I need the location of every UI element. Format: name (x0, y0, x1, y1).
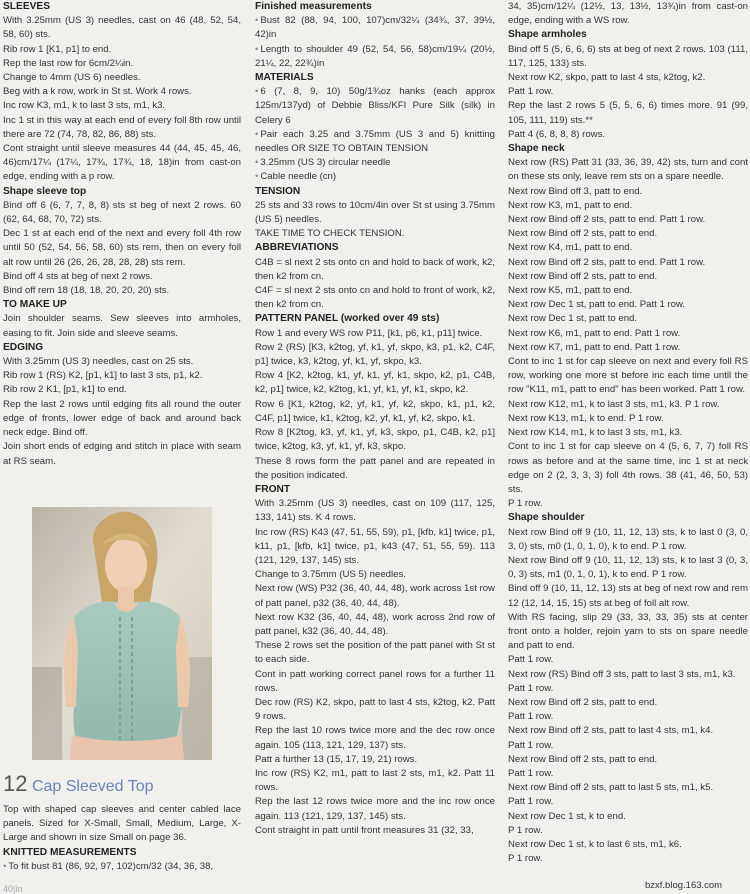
instruction-text: Join short ends of edging and stitch in place with seam at RS seam. (3, 441, 241, 467)
section-heading: TENSION (255, 185, 301, 197)
instruction-text: P 1 row. (508, 498, 543, 510)
instruction-text: Row 1 and every WS row P11, [k1, p6, k1, p11] twice. (255, 327, 483, 339)
instruction-text: 34, 35)cm/12¼ (12½, 13, 13½, 13¾)in from cast-on edge, ending with a WS row. (508, 1, 748, 27)
instruction-text: Patt 1 row. (508, 739, 554, 751)
instruction-text: TAKE TIME TO CHECK TENSION. (255, 228, 405, 240)
instruction-text: Next row K2, skpo, patt to last 4 sts, k2tog, k2. (508, 72, 706, 84)
instruction-text: Row 4 [K2, k2tog, k1, yf, k1, yf, k1, skpo, k2, p1, C4B, k2, p1] twice, k2, k2tog, k1, yf, k1, yf, k1, skpo, k2. (255, 370, 495, 396)
instruction-text: With RS facing, slip 29 (33, 33, 33, 35) sts at center front onto a holder, rejoin yarn to sts on spare needle and patt to end. (508, 611, 748, 652)
instruction-text: Patt 1 row. (508, 711, 554, 723)
model-photo (32, 507, 212, 760)
instruction-text: With 3.25mm (US 3) needles, cast on 109 (117, 125, 133, 141) sts. K 4 rows. (255, 498, 495, 524)
section-heading: Shape armholes (508, 29, 587, 41)
instruction-text: Next row K5, m1, patt to end. (508, 285, 633, 297)
instruction-text: Next row Dec 1 st, k to last 6 sts, m1, k6. (508, 838, 682, 850)
instruction-text: With 3.25mm (US 3) needles, cast on 46 (48, 52, 54, 58, 60) sts. (3, 15, 241, 41)
section-heading: Shape neck (508, 143, 565, 155)
instruction-text: Next row Bind off 2 sts, patt to last 4 sts, m1, k4. (508, 725, 714, 737)
instruction-text: Next row K3, m1, patt to end. (508, 199, 633, 211)
instruction-text: Next row K32 (36, 40, 44, 48), work across 2nd row of patt panel, k32 (36, 40, 44, 48). (255, 611, 495, 637)
column-left (3, 0, 241, 469)
instruction-text: Patt 1 row. (508, 86, 554, 98)
instruction-text: P 1 row. (508, 853, 543, 865)
instruction-text: Dec 1 st at each end of the next and every foll 4th row until 50 (52, 54, 56, 58, 60) sts rem, then on every foll alt row until 26 (26, 26, 28, 28, 28) sts rem. (3, 228, 241, 268)
column-middle (255, 0, 495, 838)
instruction-text: Next row Bind off 2 sts, patt to end. Patt 1 row. (508, 256, 706, 268)
bullet-item: • Length to shoulder 49 (52, 54, 56, 58)cm/19¼ (20½, 21¼, 22, 22¾)in (255, 43, 495, 71)
watermark: bzxf.blog.163.com (645, 880, 723, 891)
page-number: 40|in (3, 884, 23, 894)
instruction-text: Next row Bind off 9 (10, 11, 12, 13) sts, k to last 0 (3, 0, 3, 0) sts, m0 (1, 0, 1, 0), k to end. P 1 row. (508, 526, 748, 552)
instruction-text: These 8 rows form the patt panel and are repeated in the position indicated. (255, 455, 495, 481)
instruction-text: Next row K7, m1, patt to end. Patt 1 row. (508, 341, 681, 353)
instruction-text: 25 sts and 33 rows to 10cm/4in over St st using 3.75mm (US 5) needles. (255, 199, 495, 226)
bullet-item: • Bust 82 (88, 94, 100, 107)cm/32¼ (34¾, 37, 39½, 42)in (255, 14, 495, 42)
instruction-text: Next row Bind off 2 sts, patt to last 5 sts, m1, k5. (508, 782, 714, 794)
instruction-text: Rep the last 2 rows until edging fits all round the outer edge of fronts, lower edge of back and around back neck edge. Bind off. (3, 398, 241, 439)
instruction-text: Cont to inc 1 st for cap sleeve on 4 (5, 6, 7, 7) foll RS rows as before and at the same time, inc 1 st at neck edge on 2 (2, 3, 3, 3) foll 4th rows. 38 (41, 46, 50, 53) sts. (508, 441, 748, 495)
instruction-text: Next row Dec 1 st, patt to end. Patt 1 row. (508, 299, 686, 311)
bullet-item: • To fit bust 81 (86, 92, 97, 102)cm/32 (34, 36, 38, (3, 860, 241, 874)
instruction-text: Next row Bind off 2 sts, patt to end. (508, 228, 658, 240)
section-heading: SLEEVES (3, 1, 50, 12)
instruction-text: Dec row (RS) K2, skpo, patt to last 4 sts, k2tog, k2. Patt 9 rows. (255, 696, 495, 723)
bullet-item: • 6 (7, 8, 9, 10) 50g/1¾oz hanks (each approx 125m/137yd) of Debbie Bliss/KFI Pure Silk (silk) in Celery 6 (255, 85, 495, 128)
instruction-text: Inc 1 st in this way at each end of every foll 8th row until there are 72 (74, 78, 82, 86, 88) sts. (3, 114, 241, 140)
model-photo-illustration (32, 507, 212, 760)
instruction-text: Patt 1 row. (508, 682, 554, 694)
instruction-text: Next row Bind off 2 sts, patt to end. (508, 753, 658, 765)
instruction-text: These 2 rows set the position of the patt panel with St st to each side. (255, 640, 495, 666)
instruction-text: Rib row 1 (RS) K2, [p1, k1] to last 3 sts, p1, k2. (3, 370, 203, 382)
instruction-text: Inc row (RS) K2, m1, patt to last 2 sts, m1, k2. Patt 11 rows. (255, 767, 495, 794)
instruction-text: Next row Bind off 2 sts, patt to end. (508, 270, 658, 282)
instruction-text: Row 8 [K2tog, k3, yf, k1, yf, k3, skpo, p1, C4B, k2, p1] twice, k2tog, k3, yf, k1, yf, k3, skpo. (255, 427, 495, 453)
instruction-text: Row 2 (RS) [K3, k2tog, yf, k1, yf, skpo, k3, p1, k2, C4F, p1] twice, k3, k2tog, yf, k1, yf, skpo, k3. (255, 341, 495, 368)
section-heading: FRONT (255, 483, 291, 495)
section-heading: EDGING (3, 341, 44, 353)
instruction-text: Next row Dec 1 st, patt to end. (508, 313, 638, 325)
instruction-text: Rep the last 2 rows 5 (5, 5, 6, 6) times more. 91 (99, 105, 111, 119) sts.** (508, 100, 748, 126)
instruction-text: Join shoulder seams. Sew sleeves into armholes, easing to fit. Join side and sleeve seams. (3, 313, 241, 339)
section-heading: Shape shoulder (508, 512, 585, 524)
instruction-text: Next row (WS) P32 (36, 40, 44, 48), work across 1st row of patt panel, p32 (36, 40, 44, 48). (255, 583, 495, 609)
section-heading: MATERIALS (255, 72, 314, 84)
instruction-text: Next row Bind off 2 sts, patt to end. (508, 696, 658, 708)
instruction-text: Next row K6, m1, patt to end. Patt 1 row. (508, 327, 681, 339)
instruction-text: Rib row 1 [K1, p1] to end. (3, 43, 112, 55)
instruction-text: Next row Bind off 9 (10, 11, 12, 13) sts, k to last 3 (0, 3, 0, 3) sts, m1 (0, 1, 0, 1), k to end. P 1 row. (508, 554, 748, 581)
pattern-title (3, 771, 154, 797)
instruction-text: Next row K4, m1, patt to end. (508, 242, 633, 254)
instruction-text: Next row Dec 1 st, k to end. (508, 810, 626, 822)
section-heading: PATTERN PANEL (worked over 49 sts) (255, 313, 440, 325)
instruction-text: Change to 4mm (US 6) needles. (3, 72, 141, 84)
instruction-text: Cont in patt working correct panel rows for a further 11 rows. (255, 668, 495, 694)
instruction-text: Patt 1 row. (508, 654, 554, 666)
pattern-name: Cap Sleeved Top (31, 778, 154, 795)
instruction-text: Next row K12, m1, k to last 3 sts, m1, k3. P 1 row. (508, 398, 720, 410)
column-right (508, 0, 748, 866)
instruction-text: Patt 1 row. (508, 796, 554, 808)
instruction-text: Cont straight until sleeve measures 44 (44, 45, 45, 46, 46)cm/17¼ (17¼, 17¾, 17¾, 18, 18)in from cast-on edge, ending with a p row. (3, 143, 241, 183)
instruction-text: Row 6 [K1, k2tog, k2, yf, k1, yf, k2, skpo, k1, p1, k2, C4F, p1] twice, k1, k2tog, k2, yf, k1, yf, k2, skpo, k1. (255, 398, 495, 424)
pattern-intro (3, 803, 241, 874)
instruction-text: Change to 3.75mm (US 5) needles. (255, 569, 406, 581)
instruction-text: Bind off 6 (6, 7, 7, 8, 8) sts st beg of next 2 rows. 60 (62, 64, 68, 70, 72) sts. (3, 199, 241, 226)
instruction-text: Next row Bind off 3, patt to end. (508, 185, 643, 197)
instruction-text: Bind off rem 18 (18, 18, 20, 20, 20) sts. (3, 285, 170, 297)
section-heading: Shape sleeve top (3, 185, 87, 197)
instruction-text: Rib row 2 K1, [p1, k1] to end. (3, 384, 127, 396)
bullet-item: • Pair each 3.25 and 3.75mm (US 3 and 5) knitting needles OR SIZE TO OBTAIN TENSION (255, 128, 495, 156)
instruction-text: Bind off 9 (10, 11, 12, 13) sts at beg of next row and rem 12 (12, 14, 15, 15) sts at beg of foll alt row. (508, 583, 748, 609)
instruction-text: Inc row K3, m1, k to last 3 sts, m1, k3. (3, 100, 166, 112)
instruction-text: Top with shaped cap sleeves and center cabled lace panels. Sized for X-Small, Small, Medium, Large, X-Large and shown in size Small on page 36. (3, 804, 241, 844)
instruction-text: Patt 4 (6, 8, 8, 8) rows. (508, 128, 606, 140)
instruction-text: Rep the last row for 6cm/2¼in. (3, 57, 134, 69)
instruction-text: With 3.25mm (US 3) needles, cast on 25 sts. (3, 356, 194, 368)
bullet-item: • Cable needle (cn) (255, 170, 495, 184)
instruction-text: Patt 1 row. (508, 767, 554, 779)
section-heading: ABBREVIATIONS (255, 242, 339, 254)
instruction-text: Patt a further 13 (15, 17, 19, 21) rows. (255, 753, 418, 765)
instruction-text: Next row Bind off 2 sts, patt to end. Patt 1 row. (508, 214, 706, 226)
bullet-item: • 3.25mm (US 3) circular needle (255, 156, 495, 170)
pattern-number: 12 (3, 771, 28, 796)
instruction-text: P 1 row. (508, 824, 543, 836)
instruction-text: Beg with a k row, work in St st. Work 4 rows. (3, 86, 192, 98)
section-heading: Finished measurements (255, 1, 372, 12)
instruction-text: Next row K14, m1, k to last 3 sts, m1, k3. (508, 427, 683, 439)
instruction-text: Rep the last 12 rows twice more and the inc row once again. 113 (121, 129, 137, 145) sts. (255, 796, 495, 822)
instruction-text: Inc row (RS) K43 (47, 51, 55, 59), p1, [kfb, k1] twice, p1, k11, p1, [kfb, k1] twice, p1, k43 (47, 51, 55, 59). 113 (121, 129, 137, 145) sts. (255, 526, 495, 566)
instruction-text: Cont straight in patt until front measures 31 (32, 33, (255, 824, 474, 836)
section-heading: KNITTED MEASUREMENTS (3, 846, 137, 858)
instruction-text: Cont to inc 1 st for cap sleeve on next and every foll RS row, working one more st before inc each time until the row "K11, m1, patt to end" has been worked. Patt 1 row. (508, 356, 748, 396)
instruction-text: Bind off 4 sts at beg of next 2 rows. (3, 270, 153, 282)
instruction-text: Next row (RS) Bind off 3 sts, patt to last 3 sts, m1, k3. (508, 668, 736, 680)
instruction-text: Rep the last 10 rows twice more and the dec row once again. 105 (113, 121, 129, 137) sts. (255, 725, 495, 751)
instruction-text: C4F = sl next 2 sts onto cn and hold to front of work, k2, then k2 from cn. (255, 285, 495, 311)
instruction-text: Bind off 5 (5, 6, 6, 6) sts at beg of next 2 rows. 103 (111, 117, 125, 133) sts. (508, 43, 748, 69)
instruction-text: C4B = sl next 2 sts onto cn and hold to back of work, k2, then k2 from cn. (255, 256, 495, 282)
section-heading: TO MAKE UP (3, 299, 67, 311)
instruction-text: Next row (RS) Patt 31 (33, 36, 39, 42) sts, turn and cont on these sts only, leave rem sts on a spare needle. (508, 157, 748, 183)
instruction-text: Next row K13, m1, k to end. P 1 row. (508, 412, 664, 424)
